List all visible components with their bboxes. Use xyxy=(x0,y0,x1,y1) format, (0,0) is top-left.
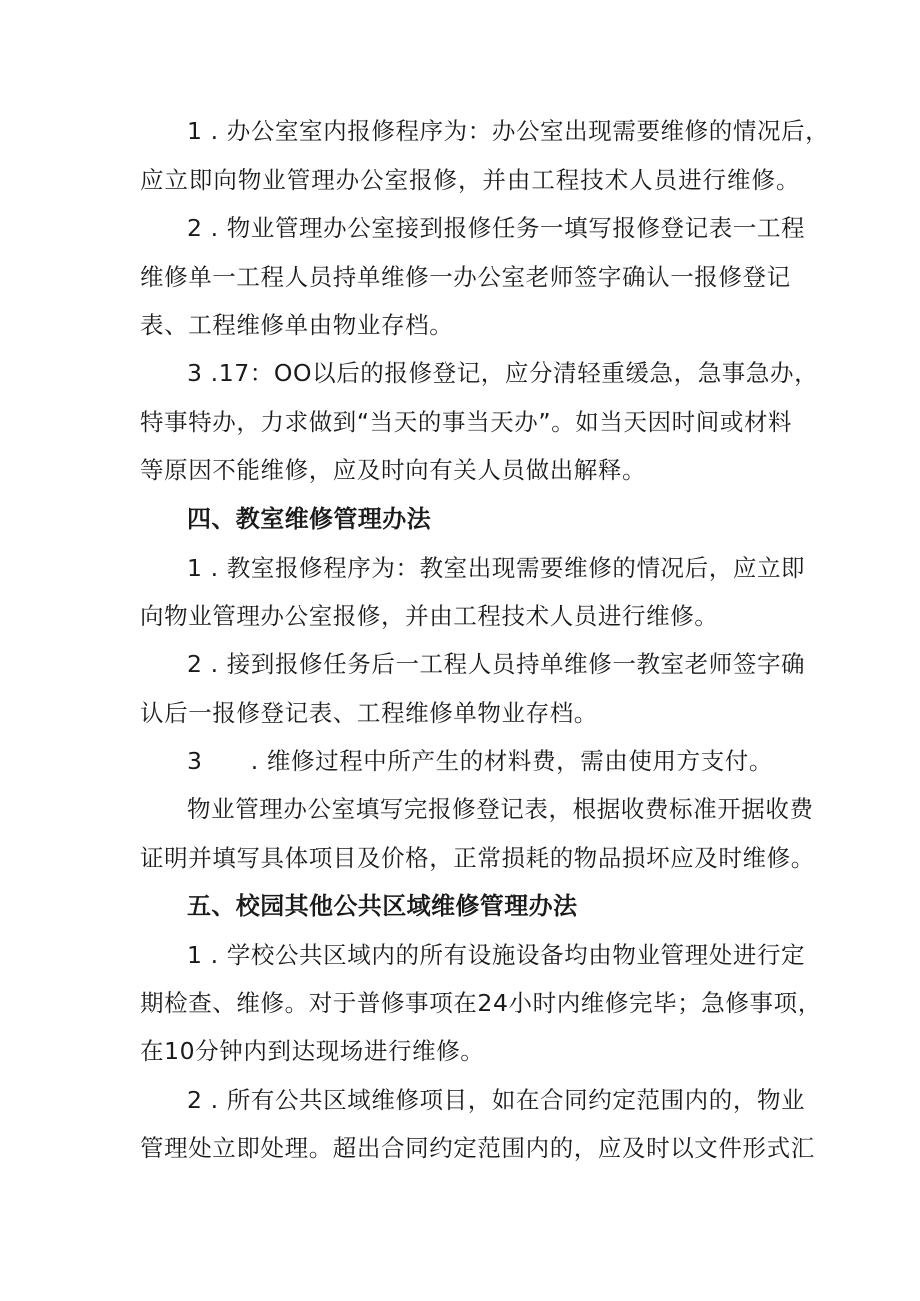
paragraph-line: 认后一报修登记表、工程维修单物业存档。 xyxy=(140,699,598,727)
paragraph-line: 期检查、维修。对于普修事项在24小时内维修完毕；急修事项， xyxy=(140,989,822,1017)
paragraph-line: 向物业管理办公室报修，并由工程技术人员进行维修。 xyxy=(140,602,719,630)
section-heading: 五、校园其他公共区域维修管理办法 xyxy=(187,892,578,920)
paragraph-line: 等原因不能维修，应及时向有关人员做出解释。 xyxy=(140,456,647,484)
paragraph-line: 特事特办，力求做到“当天的事当天办”。如当天因时间或材料 xyxy=(140,408,793,436)
paragraph-line: 维修单一工程人员持单维修一办公室老师签字确认一报修登记 xyxy=(140,263,791,291)
paragraph-line: 2 . 物业管理办公室接到报修任务一填写报修登记表一工程 xyxy=(187,214,806,242)
paragraph-line: 3 .17：OO以后的报修登记，应分清轻重缓急，急事急办， xyxy=(187,359,819,387)
paragraph-line: 证明并填写具体项目及价格，正常损耗的物品损坏应及时维修。 xyxy=(140,844,815,872)
paragraph-line: 2 . 接到报修任务后一工程人员持单维修一教室老师签字确 xyxy=(187,650,806,678)
paragraph-line: 应立即向物业管理办公室报修，并由工程技术人员进行维修。 xyxy=(140,166,800,194)
paragraph-line: 管理处立即处理。超出合同约定范围内的，应及时以文件形式汇 xyxy=(140,1134,815,1162)
paragraph-line: 1 . 学校公共区域内的所有设施设备均由物业管理处进行定 xyxy=(187,941,806,969)
paragraph-line: 2 . 所有公共区域维修项目，如在合同约定范围内的，物业 xyxy=(187,1086,806,1114)
paragraph-line: 在10分钟内到达现场进行维修。 xyxy=(140,1037,485,1065)
paragraph-line: 物业管理办公室填写完报修登记表，根据收费标准开据收费 xyxy=(187,795,814,823)
paragraph-line: 1 . 办公室室内报修程序为：办公室出现需要维修的情况后， xyxy=(187,117,830,145)
section-heading: 四、教室维修管理办法 xyxy=(187,505,431,533)
paragraph-line: 1 . 教室报修程序为：教室出现需要维修的情况后，应立即 xyxy=(187,554,806,582)
paragraph-line: 3 . 维修过程中所产生的材料费，需由使用方支付。 xyxy=(187,747,773,775)
paragraph-line: 表、工程维修单由物业存档。 xyxy=(140,311,454,339)
